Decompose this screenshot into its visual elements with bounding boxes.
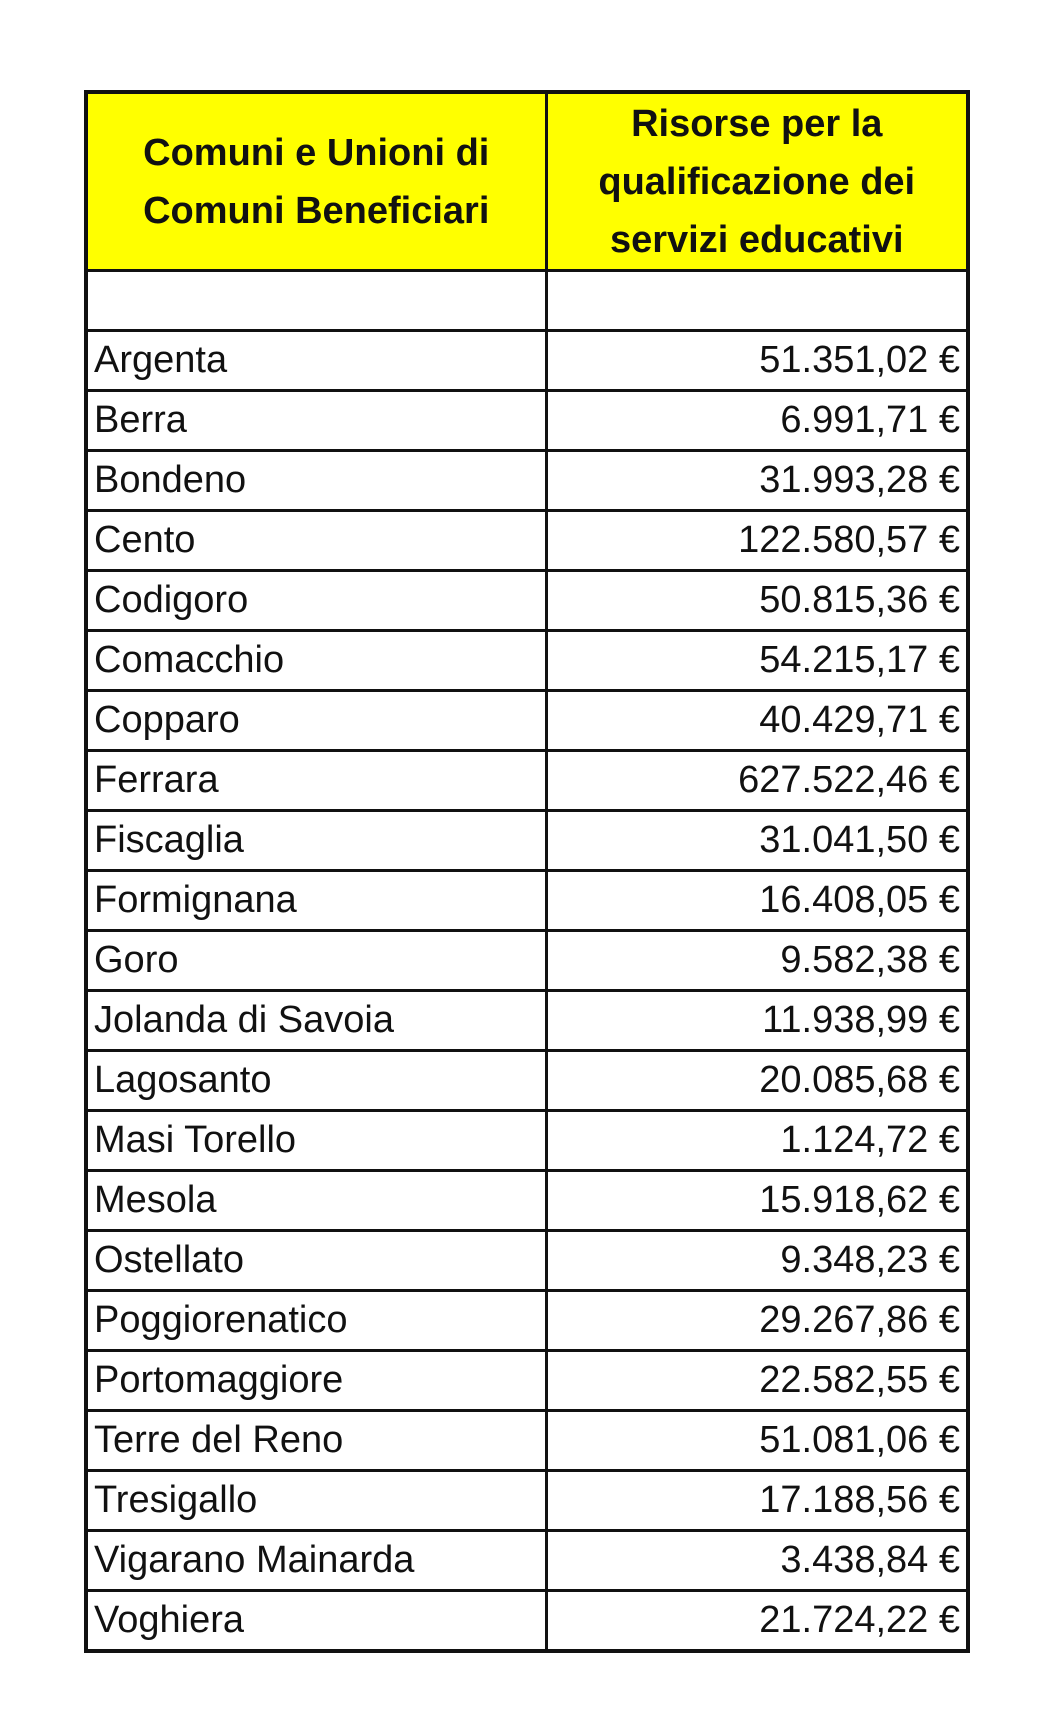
resource-amount: 29.267,86 €	[546, 1291, 968, 1351]
table-row	[86, 1111, 968, 1171]
blank-cell-value	[546, 271, 968, 331]
table-row	[86, 451, 968, 511]
table-row	[86, 391, 968, 451]
municipality-name: Vigarano Mainarda	[86, 1531, 546, 1591]
resource-amount: 31.993,28 €	[546, 451, 968, 511]
resource-amount: 20.085,68 €	[546, 1051, 968, 1111]
resource-amount: 17.188,56 €	[546, 1471, 968, 1531]
table-row	[86, 991, 968, 1051]
resource-amount: 1.124,72 €	[546, 1111, 968, 1171]
resource-amount: 31.041,50 €	[546, 811, 968, 871]
resource-amount: 9.348,23 €	[546, 1231, 968, 1291]
table-row	[86, 811, 968, 871]
resource-amount: 54.215,17 €	[546, 631, 968, 691]
municipality-name: Ferrara	[86, 751, 546, 811]
municipality-name: Voghiera	[86, 1591, 546, 1652]
header-name-label: Comuni e Unioni di Comuni Beneficiari	[143, 131, 490, 232]
municipality-name: Ostellato	[86, 1231, 546, 1291]
municipality-name: Argenta	[86, 331, 546, 391]
blank-cell-name	[86, 271, 546, 331]
table-body	[86, 271, 968, 1652]
resource-amount: 51.081,06 €	[546, 1411, 968, 1471]
table-row	[86, 751, 968, 811]
header-value-label: Risorse per la qualificazione dei servizi educativi	[598, 102, 916, 261]
municipality-name: Copparo	[86, 691, 546, 751]
blank-row	[86, 271, 968, 331]
municipality-name: Jolanda di Savoia	[86, 991, 546, 1051]
resource-amount: 627.522,46 €	[546, 751, 968, 811]
table-row	[86, 571, 968, 631]
table-row	[86, 1411, 968, 1471]
table-row	[86, 871, 968, 931]
municipality-name: Masi Torello	[86, 1111, 546, 1171]
municipality-name: Tresigallo	[86, 1471, 546, 1531]
table-row	[86, 331, 968, 391]
resource-amount: 40.429,71 €	[546, 691, 968, 751]
municipality-name: Berra	[86, 391, 546, 451]
table-row	[86, 1231, 968, 1291]
municipality-name: Fiscaglia	[86, 811, 546, 871]
municipality-name: Goro	[86, 931, 546, 991]
resource-amount: 15.918,62 €	[546, 1171, 968, 1231]
resource-amount: 6.991,71 €	[546, 391, 968, 451]
resource-amount: 50.815,36 €	[546, 571, 968, 631]
municipality-name: Mesola	[86, 1171, 546, 1231]
municipality-name: Lagosanto	[86, 1051, 546, 1111]
table-row	[86, 511, 968, 571]
resource-amount: 122.580,57 €	[546, 511, 968, 571]
header-value	[546, 92, 968, 271]
resource-amount: 21.724,22 €	[546, 1591, 968, 1652]
municipality-name: Formignana	[86, 871, 546, 931]
resource-amount: 16.408,05 €	[546, 871, 968, 931]
resource-amount: 51.351,02 €	[546, 331, 968, 391]
table-row	[86, 1291, 968, 1351]
resource-amount: 11.938,99 €	[546, 991, 968, 1051]
table-row	[86, 1531, 968, 1591]
municipality-name: Portomaggiore	[86, 1351, 546, 1411]
municipality-name: Cento	[86, 511, 546, 571]
resource-amount: 9.582,38 €	[546, 931, 968, 991]
municipality-name: Codigoro	[86, 571, 546, 631]
header-row	[86, 92, 968, 271]
table-row	[86, 1351, 968, 1411]
municipality-name: Comacchio	[86, 631, 546, 691]
table-row	[86, 931, 968, 991]
table-row	[86, 1591, 968, 1652]
table-row	[86, 631, 968, 691]
table-row	[86, 1171, 968, 1231]
municipality-name: Poggiorenatico	[86, 1291, 546, 1351]
header-name	[86, 92, 546, 271]
municipality-name: Bondeno	[86, 451, 546, 511]
table-row	[86, 1051, 968, 1111]
table-row	[86, 691, 968, 751]
table-row	[86, 1471, 968, 1531]
beneficiaries-table	[84, 90, 970, 1653]
municipality-name: Terre del Reno	[86, 1411, 546, 1471]
resource-amount: 3.438,84 €	[546, 1531, 968, 1591]
resource-amount: 22.582,55 €	[546, 1351, 968, 1411]
